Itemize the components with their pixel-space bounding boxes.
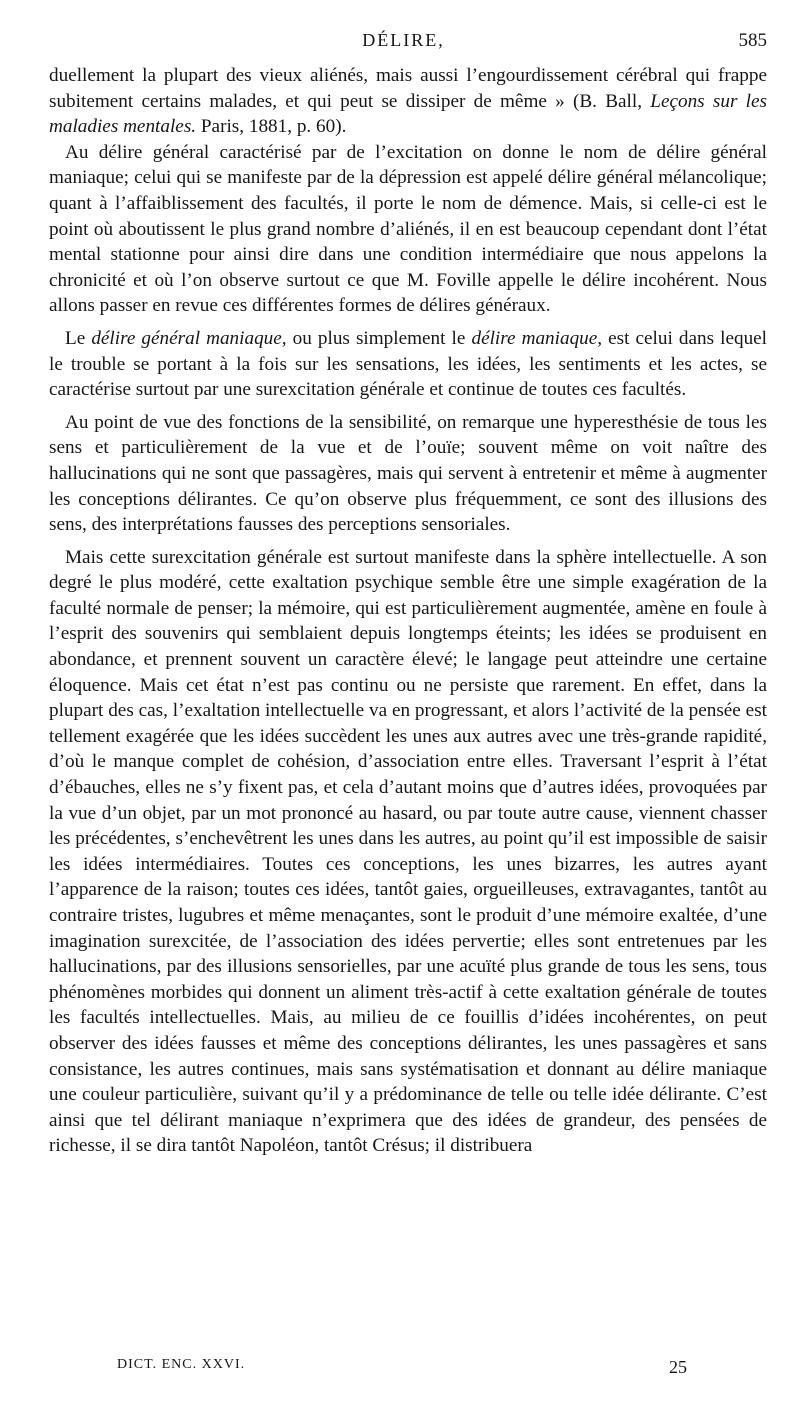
printer-signature: DICT. ENC. XXVI. [117,1357,246,1372]
body-text [49,63,767,1159]
sheet-number: 25 [669,1357,687,1377]
italic-text: Leçons sur les maladies mentales. [49,90,767,138]
page-header [40,30,767,56]
text-run: duellement la plupart des vieux aliénés, mais aussi l’engourdissement cérébral qui frappe subitement certains malades, et qui peut se dissiper de même » (B. Ball, [49,65,767,112]
italic-text: délire général maniaque, [91,327,287,349]
running-title: DÉLIRE, [362,30,445,50]
text-run: ou plus simplement le [286,327,472,349]
paragraph-delire-maniaque [49,326,767,403]
paragraph-sensibilite [49,410,767,538]
text-run: Au délire général caractérisé par de l’excitation on donne le nom de délire général maniaque; celui qui se manifeste par de la dépression est appelé délire général mélancolique; quant à l’affaiblissement des facultés, il porte le nom de démence. Mais, si celle-ci est le point où aboutissent le plus grand nombre d’aliénés, il en est beaucoup cependant dont l’état mental stationne pour ainsi dire dans une condition intermédiaire que nous appelons la chronicité et où l’on observe surtout ce que M. Foville appelle le délire incohérent. Nous allons passer en revue ces différentes formes de délires généraux. [49,141,767,317]
text-run: Le [65,327,92,349]
text-run: Mais cette surexcitation générale est surtout manifeste dans la sphère intellectuelle. A son degré le plus modéré, cette exaltation psychique semble être une simple exagération de la faculté normale de penser; la mémoire, qui est particulièrement augmentée, amène en foule à l’esprit des souvenirs qui semblaient depuis longtemps éteints; les idées se produisent en abondance, et prennent souvent un caractère élevé; le langage peut atteindre une certaine éloquence. Mais cet état n’est pas continu ou ne persiste que rarement. En effet, dans la plupart des cas, l’exaltation intellectuelle va en progressant, et alors l’activité de la pensée est tellement exagérée que les idées succèdent les unes aux autres avec une très-grande rapidité, d’où le manque complet de cohésion, d’association entre elles. Traversant l’esprit à l’état d’ébauches, elles ne s’y fixent pas, et cela d’autant moins que d’autres idées, provoquées par la vue d’un objet, par un mot prononcé au hasard, ou par toute autre cause, viennent chasser les précédentes, s’enchevêtrent les unes dans les autres, au point qu’il est impossible de saisir les idées intermédiaires. Toutes ces conceptions, les unes bizarres, les autres ayant l’apparence de la raison; toutes ces idées, tantôt gaies, orgueilleuses, extravagantes, tantôt au contraire tristes, lugubres et même menaçantes, sont le produit d’une mémoire exaltée, d’une imagination surexcitée, de l’association des idées pervertie; elles sont entretenues par les hallucinations, par des illusions sensorielles, par une acuïté plus grande de tous les sens, tous phénomènes morbides qui donnent un aliment très-actif à cette exaltation générale de toutes les facultés intellectuelles. Mais, au milieu de ce fouillis d’idées incohérentes, on peut observer des idées fausses et même des conceptions délirantes, les unes passagères et sans consistance, les autres continues, mais sans systématisation et donnant au délire maniaque une couleur particulière, suivant qu’il y a prédominance de telle ou telle idée délirante. C’est ainsi que tel délirant maniaque n’exprimera que des idées de grandeur, des pensées de richesse, il se dira tantôt Napoléon, tantôt Crésus; il distribuera [49,546,767,1157]
paragraph-sphere-intellectuelle [49,545,767,1159]
text-run: est celui dans lequel le trouble se portant à la fois sur les sensations, les idées, les sentiments et les actes, se caractérise surtout par une surexcitation générale et continue de toutes ces facultés. [49,327,768,401]
page-footer [117,1357,687,1383]
text-run: Au point de vue des fonctions de la sensibilité, on remarque une hyperesthésie de tous les sens et particulièrement de la vue et de l’ouïe; souvent même on voit naître des hallucinations qui ne sont que passagères, mais qui servent à entretenir et même à augmenter les conceptions délirantes. Ce qu’on observe plus fréquemment, ce sont des illusions des sens, des interprétations fausses des perceptions sensoriales. [49,411,767,536]
page-number: 585 [738,30,767,51]
paragraph-delire-general [49,140,767,319]
paragraph-continuation [49,63,767,140]
text-run: Paris, 1881, p. 60). [196,116,347,138]
italic-text: délire maniaque, [471,327,603,349]
